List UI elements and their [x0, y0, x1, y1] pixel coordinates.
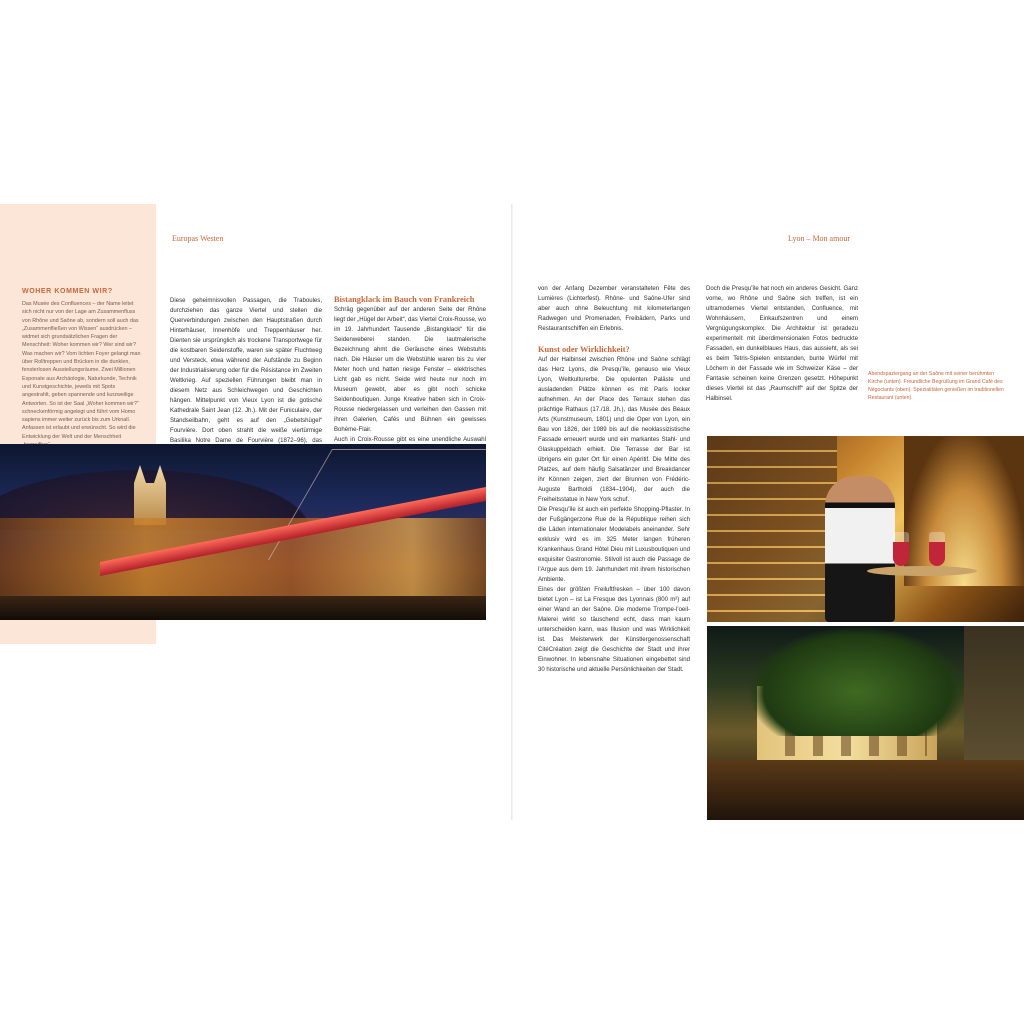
photo-diners — [707, 760, 1024, 820]
col2-heading: Bistangklack im Bauch von Frankreich — [334, 295, 475, 304]
photo-tree — [747, 626, 967, 736]
col3-text3: Die Presqu’île ist auch ein perfekte Shopping-Pflaster. In der Fußgängerzone Rue de la République reihen sich die Läden internationaler Modelabels aneinander. Sehr exklusiv wird es im 325 Meter langen früheren Krankenhaus Grand Hôtel Dieu mit Luxusboutiquen und exquisiter Gastronomie. Stilvoll ist auch die Passage de l’Argue aus dem 19. Jahrhundert mit ihrem historischen Ambiente. — [538, 507, 690, 583]
photo-cafe-waiter — [707, 436, 1024, 622]
photo-caption: Abendspaziergang an der Saône mit seiner berühmten Kirche (unten). Freundliche Begrüßung im Grand Café des Négociants (oben). Spezialitäten genießen im traditionellen Restaurant (unten). — [868, 371, 1004, 401]
col3-text4: Eines der größten Freiluftfresken – über 100 davon bietet Lyon – ist La Fresque des Lyonnais (800 m²) auf einer Wand an der Saône. Die moderne Trompe-l’oeil-Malerei wirkt so täuschend echt, dass man kaum unterscheiden kann, was Illusion und was Wirklichkeit ist. Das Meisterwerk der Künstlergenossenschaft CitéCréation zeigt die Geschichte der Stadt und ihrer Einwohner. In lebensnahe Situationen eingebettet sind 30 historische und aktuelle Persönlichkeiten der Stadt. — [538, 587, 690, 673]
running-head-left: Europas Westen — [172, 234, 224, 243]
running-head-right: Lyon – Mon amour — [788, 234, 850, 243]
photo-glass — [893, 532, 909, 566]
photo-arch — [904, 436, 1024, 586]
col2-text: Schräg gegenüber auf der anderen Seite der Rhône liegt der „Hügel der Arbeit“, das Viertel Croix-Rousse, wo im 19. Jahrhundert Tausende „Bistangklack“ für die Seidenweberei standen. Die lautmalerische Bezeichnung ahmt die Geräusche eines Webstuhls nach. Die Häuser um die Webstühle waren bis zu vier Meter hoch und hatten riesige Fenster – elektrisches Licht gab es nicht. Seide wird heute nur noch im Museum gewebt, aber es gibt noch schicke Seidenboutiquen. Junge Kreative haben sich in Croix-Rousse niedergelassen und verleihen den Gassen mit ihren Galerien, Cafés und Bühnen ein gewisses Bohème-Flair. — [334, 307, 486, 433]
text-column-3 — [538, 284, 690, 744]
col3-text2: Auf der Halbinsel zwischen Rhône und Saône schlägt das Herz Lyons, die Presqu’île, genauso wie Vieux Lyon, Weltkulturerbe. Die opulenten Paläste und ausladenden Plätze können es mit Paris locker aufnehmen. An der Place des Terraux stehen das prächtige Rathaus (17./18. Jh.), das Musée des Beaux Arts (Kunstmuseum, 1801) und die Oper von Lyon, ein Bau von 1826, der 1989 bis auf die neoklassizistische Fassade erneuert wurde und ein markantes Stahl- und Glaskuppeldach erhielt. Die Terrasse der Bar ist übrigens ein guter Ort für einen Apéritif. Die Mitte des Platzes, auf dem häufig Salsatänzer und Breakdancer ihr Können zeigen, ziert der Brunnen von Frédéric-Auguste Bartholdi (1834–1904), der auch die Freiheitsstatue in New York schuf. — [538, 357, 690, 503]
sidebar-heading: WOHER KOMMEN WIR? — [22, 288, 113, 295]
col3-text: von der Anfang Dezember veranstalteten Fête des Lumières (Lichterfest). Rhône- und Saône-Ufer sind aber auch ohne Beleuchtung mit kilometerlangen Radwegen und Promenaden, Freibädern, Parks und Restaurantschiffen ein Erlebnis. — [538, 286, 690, 332]
gutter — [511, 204, 513, 820]
col4-text: Doch die Presqu’île hat noch ein anderes Gesicht. Ganz vorne, wo Rhône und Saône sich treffen, ist ein ultramodernes Viertel entstanden, Confluence, mit Wohnhäusern, Einkaufszentren und einem Vergnügungskomplex. Die Architektur ist geradezu experimentell: mit überdimensionalen Fotos bedruckte Fassaden, ein dunkelblaues Haus, das aussieht, als sei es beim Tetris-Spielen entstanden, bunte Würfel mit Löchern in der Fassade wie im Schweizer Käse – der Fantasie scheinen keine Grenzen gesetzt. Höhepunkt dieses Viertel ist das „Raumschiff“ auf der Spitze der Halbinsel. — [706, 286, 858, 402]
text-column-4 — [706, 284, 858, 434]
sidebar-text: Das Musée des Confluences – der Name leitet sich nicht nur von der Lage am Zusammenfluss von Rhône und Saône ab, sondern soll auch das „Zusammenfließen von Wissen“ ausdrücken – widmet sich grundsätzlichen Fragen der Menschheit: Woher kommen wir? Wer sind wir? Was machen wir? Vom lichten Foyer gelangt man über Rolltreppen und Brücken in die dunklen, fensterlosen Ausstellungsräume. Zwei Millionen Exponate aus Archäologie, Naturkunde, Technik und Kunstgeschichte, jeweils mit Spots angestrahlt, geben spannende und kurzweilige Antworten. So ist der Saal „Woher kommen wir?“ schneckenförmig angelegt und führt vom Homo sapiens immer weiter zurück bis zum Urknall. Anfassen ist erlaubt und erwünscht. So wird die Entwicklung der Welt und der Menschheit — [22, 301, 141, 440]
photo-glass — [929, 532, 945, 566]
col1-text: Diese geheimnisvollen Passagen, die Traboules, durchziehen das ganze Viertel und stellen die Querverbindungen zwischen den Hauptstraßen durch Hinterhäuser, Innenhöfe und Treppenhäuser her. Dienten sie ursprünglich als trockene Transportwege für die kostbaren Seidenstoffe, waren sie später Fluchtweg und Versteck, etwa während der Aufstände zu Beginn der Industrialisierung oder für die Résistance im Zweiten Weltkrieg. Auf speziellen Führungen bleibt man in diesem Netz aus Schleichwegen und Geschichten hängen. Mittelpunkt von Vieux Lyon ist die gotische Kathedrale Saint Jean (12. Jh.). Mit der Funiculaire, der Standseilbahn, geht es auf den „Gebetshügel“ Fourvière. Dort oben strahlt die weiße viertürmige Basilika Notre Dame de Fourvière (1872–96), das — [170, 298, 322, 444]
photo-tray — [867, 566, 977, 576]
col2-text2: Auch in Croix-Rousse gibt es eine unendliche Auswahl — [334, 437, 486, 443]
photo-waiter — [825, 476, 895, 622]
photo-river — [0, 596, 486, 620]
photo-night-bridge — [0, 444, 486, 620]
photo-bar-shelves — [707, 436, 837, 622]
col3-heading: Kunst oder Wirklichkeit? — [538, 345, 630, 354]
photo-restaurant-square — [707, 626, 1024, 820]
